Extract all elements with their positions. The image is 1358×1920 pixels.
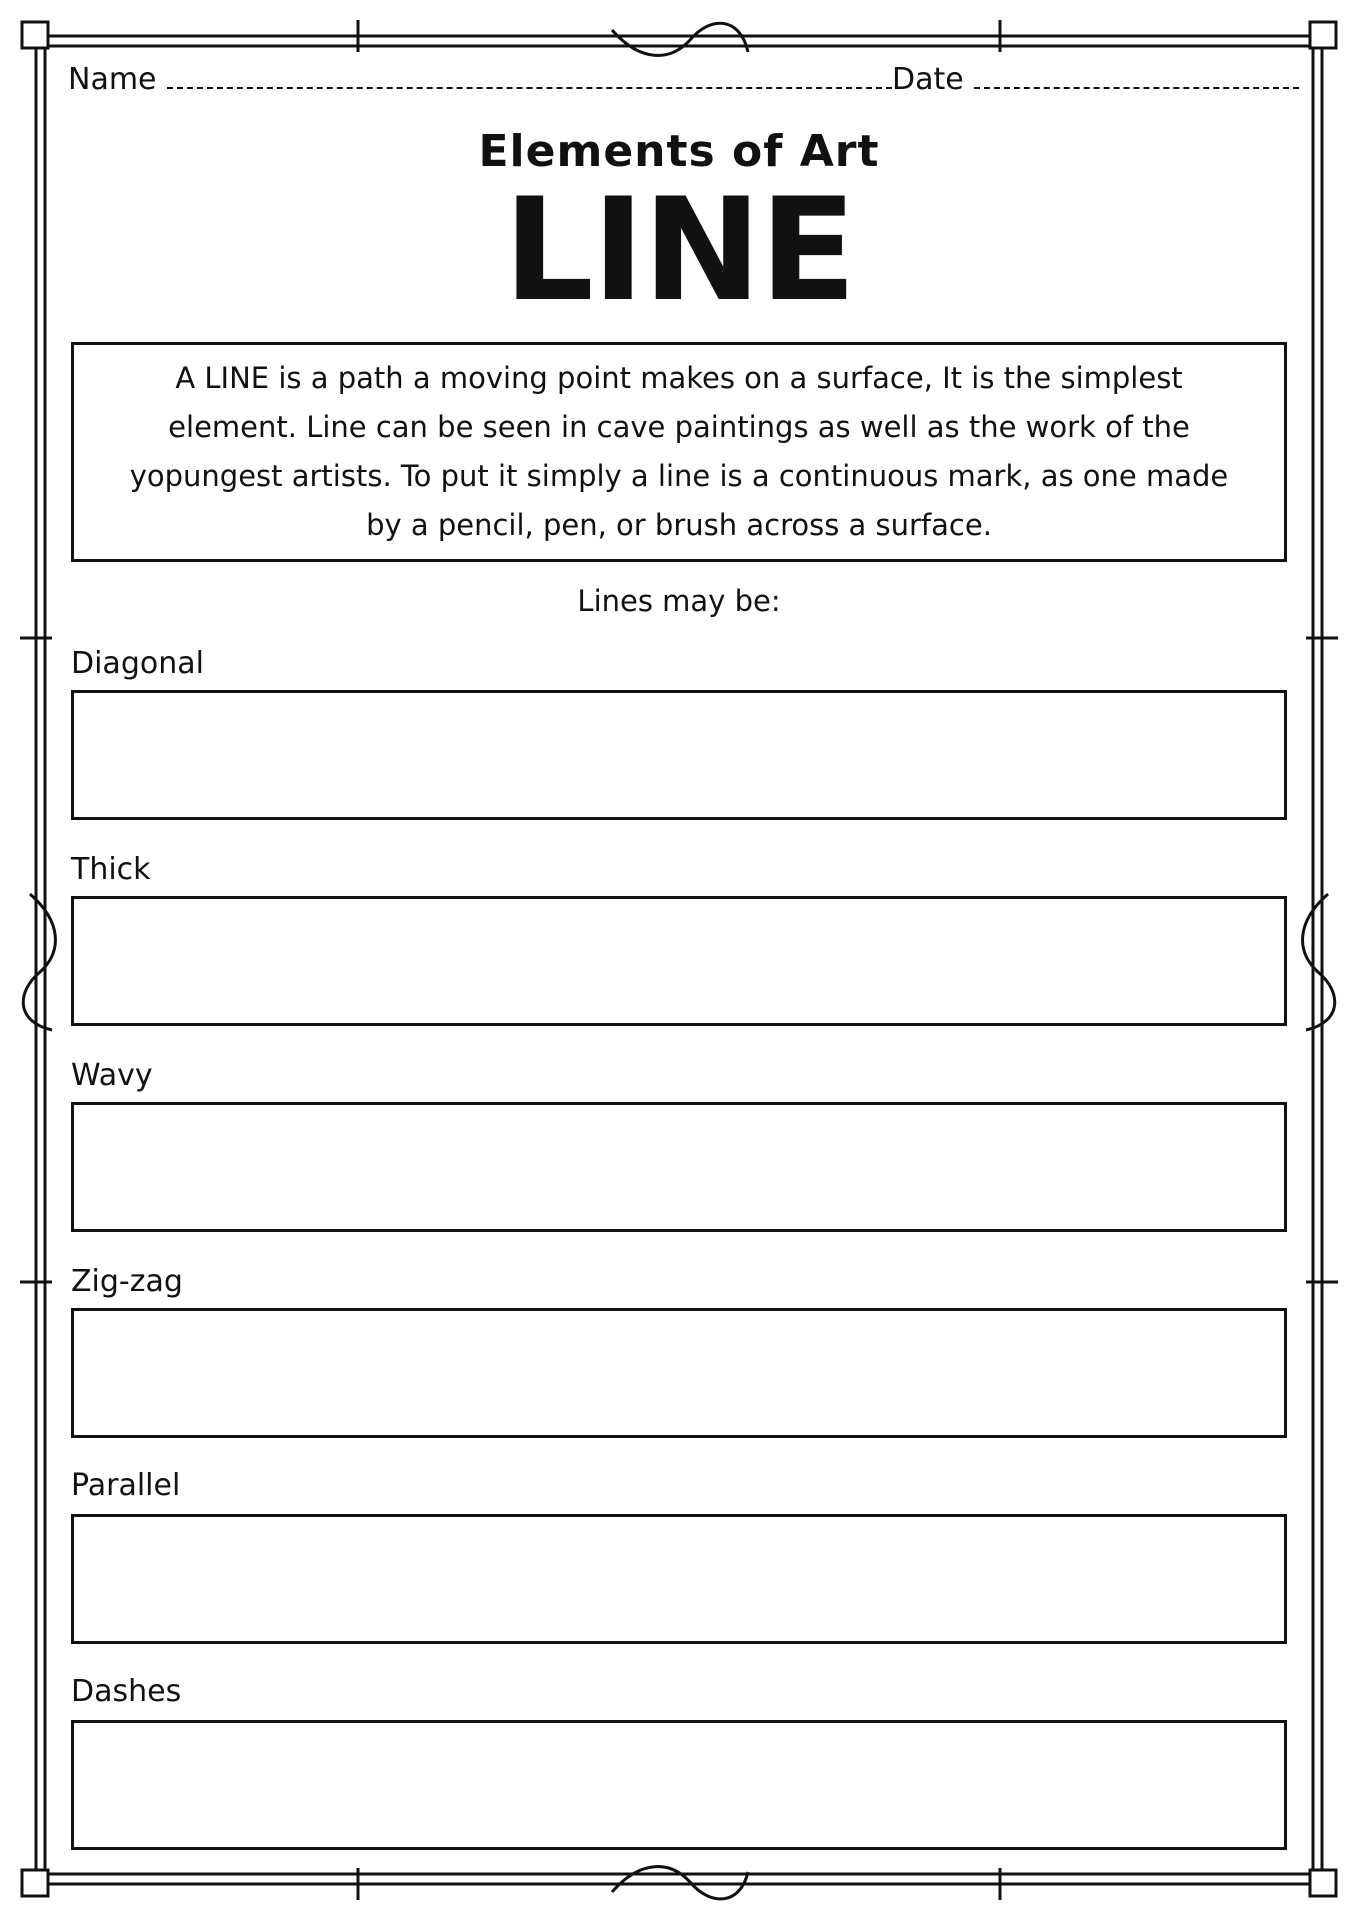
definition-text: A LINE is a path a moving point makes on a surface, It is the simplest element. Line can be seen in cave paintings as well as the work of the yopungest artists. To put it simply a line is a continuous mark, as one made by a pencil, pen, or brush across a surface. xyxy=(129,361,1229,542)
line-type-label: Dashes xyxy=(71,1674,182,1709)
line-type-label: Thick xyxy=(71,852,151,887)
drawing-box-diagonal[interactable] xyxy=(71,690,1287,820)
line-type-label: Zig-zag xyxy=(71,1264,183,1299)
drawing-box-wavy[interactable] xyxy=(71,1102,1287,1232)
line-type-label: Wavy xyxy=(71,1058,153,1093)
drawing-box-parallel[interactable] xyxy=(71,1514,1287,1644)
name-label: Name xyxy=(68,62,157,97)
worksheet-subtitle: Elements of Art xyxy=(478,126,880,177)
drawing-box-zig-zag[interactable] xyxy=(71,1308,1287,1438)
worksheet-title: LINE xyxy=(503,168,855,333)
name-blank[interactable] xyxy=(167,65,902,89)
date-blank[interactable] xyxy=(974,65,1299,89)
definition-box xyxy=(71,342,1287,562)
drawing-box-dashes[interactable] xyxy=(71,1720,1287,1850)
line-type-label: Diagonal xyxy=(71,646,204,681)
date-field[interactable] xyxy=(892,62,1299,97)
line-type-label: Parallel xyxy=(71,1468,181,1503)
date-label: Date xyxy=(892,62,964,97)
name-field[interactable] xyxy=(68,62,902,97)
intro-text: Lines may be: xyxy=(577,584,781,618)
drawing-box-thick[interactable] xyxy=(71,896,1287,1026)
